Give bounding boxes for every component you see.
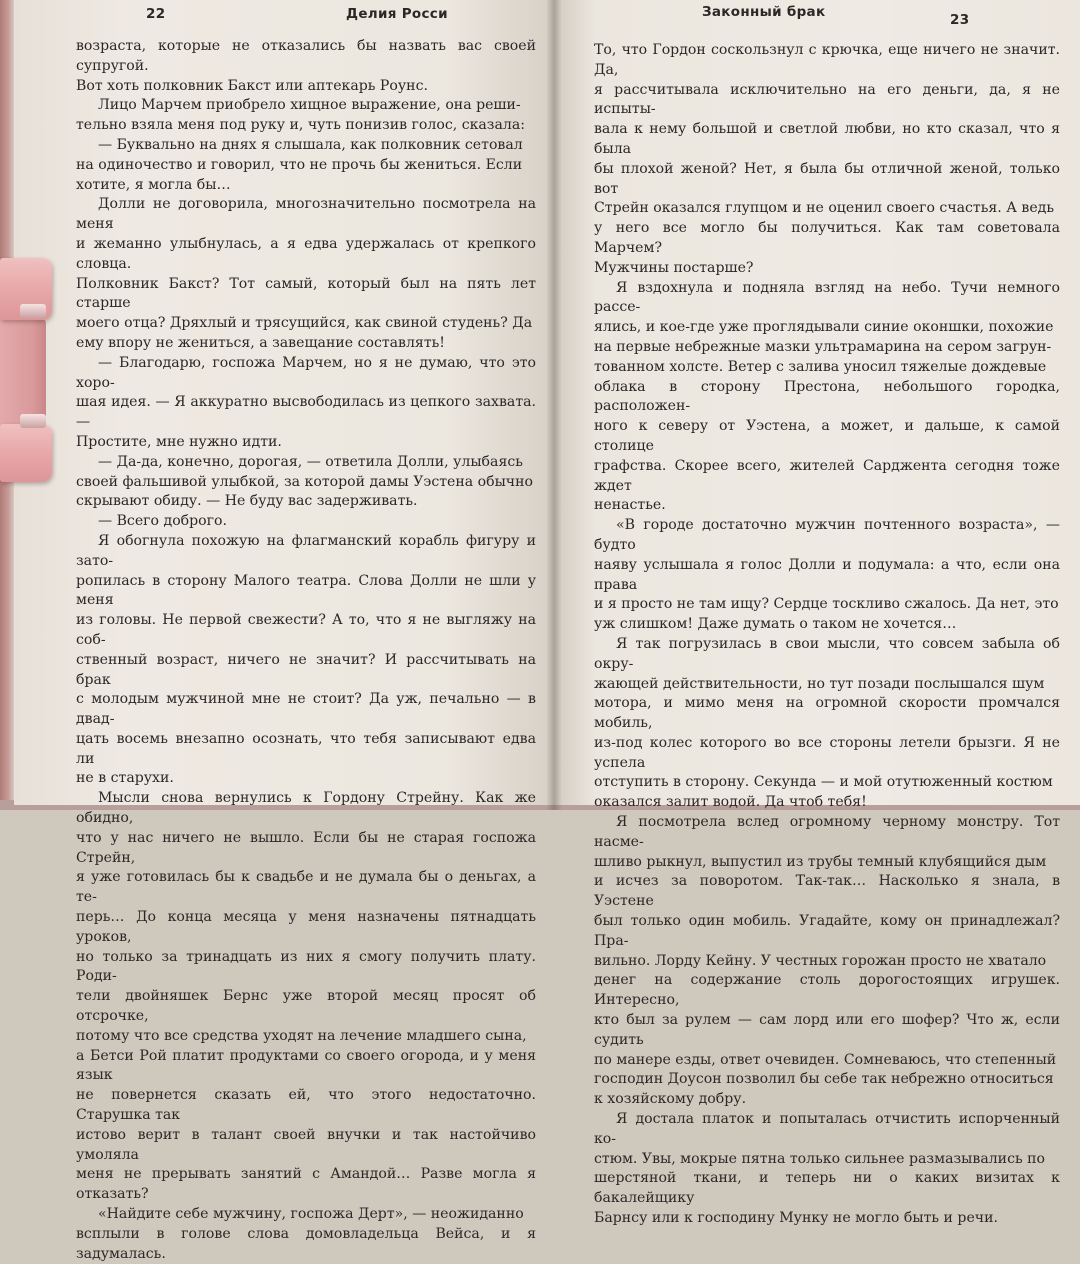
left-paragraph-9: Мысли снова вернулись к Гордону Стрейну. Как же обидно, что у нас ничего не вышло. Если бы не старая госпожа Стрейн, я уже готовилась бы к свадьбе и не думала бы о деньгах, а те- перь… До конца месяца у меня назначены пятнадцать уроков, но только за тринадцать из них я смогу получить плату. Роди- тели двойняшек Бернс уже второй месяц просят об отсрочке, потому что все средства уходят на лечение младшего сына, а Бетси Рой платит продуктами со своего огорода, и у меня язык не повернется сказать ей, что этого недостаточно. Старушка так истово верит в талант своей внучки и так настойчиво умоляла меня не прерывать занятий с Амандой… Разве могла я отказать?: [76, 790, 536, 1203]
right-paragraph-1: То, что Гордон соскользнул с крючка, еще ничего не значит. Да, я рассчитывала исключительно на его деньги, да, я не испыты- вала к нему большой и светлой любви, но кто сказал, что я была бы плохой женой? Нет, я была бы отличной женой, только вот Стрейн оказался глупцом и не оценил своего счастья. А ведь у него все могло бы получиться. Как там советовала Марчем? Мужчины постарше?: [594, 42, 1060, 276]
right-paragraph-3: «В городе достаточно мужчин почтенного возраста», — будто наяву услышала я голос Долли и подумала: а что, если она права и я просто не там ищу? Сердце тоскливо сжалось. Да нет, это уж слишком! Даже думать о таком не хочется…: [594, 517, 1060, 633]
left-paragraph-10: «Найдите себе мужчину, госпожа Дерт», — неожиданно всплыли в голове слова домовладельца Вейса, и я задумалась.: [76, 1206, 536, 1262]
left-running-title: Делия Росси: [346, 6, 448, 22]
right-text-block: [594, 41, 1060, 1229]
left-page-number: 22: [146, 6, 166, 22]
binder-clip-metal-lower: [20, 414, 46, 428]
right-page-number: 23: [950, 12, 970, 28]
left-paragraph-2: Лицо Марчем приобрело хищное выражение, она реши- тельно взяла меня под руку и, чуть понизив голос, сказала:: [76, 97, 526, 134]
binder-clip-lower: [0, 424, 52, 482]
left-page: [14, 0, 554, 1262]
left-paragraph-6: — Да-да, конечно, дорогая, — ответила Долли, улыбаясь своей фальшивой улыбкой, за которой дамы Уэстена обычно скрывают обиду. — Не буду вас задерживать.: [76, 453, 534, 510]
right-paragraph-5: Я посмотрела вслед огромному черному монстру. Тот насме- шливо рыкнул, выпустил из трубы темный клубящийся дым и исчез за поворотом. Так-так… Насколько я знала, в Уэстене был только один мобиль. Угадайте, кому он принадлежал? Пра- вильно. Лорду Кейну. У честных горожан просто не хватало денег на содержание столь дорогостоящих игрушек. Интересно, кто был за рулем — сам лорд или его шофер? Что ж, если судить по манере езды, ответ очевиден. Сомневаюсь, что степенный господин Доусон позволил бы себе так небрежно относиться к хозяйскому добру.: [594, 814, 1060, 1108]
binder-clip-band: [0, 318, 46, 426]
left-paragraph-5: — Благодарю, госпожа Марчем, но я не думаю, что это хоро- шая идея. — Я аккуратно высвободилась из цепкого захвата. — Простите, мне нужно идти.: [76, 354, 536, 450]
left-running-head: [76, 3, 536, 29]
left-paragraph-1: возраста, которые не отказались бы назвать вас своей супругой. Вот хоть полковник Бакст или аптекарь Роунс.: [76, 38, 536, 94]
right-page: [554, 0, 1080, 1227]
left-paragraph-8: Я обогнула похожую на флагманский корабль фигуру и зато- ропилась в сторону Малого театра. Слова Долли не шли у меня из головы. Не первой свежести? А то, что я не выгляжу на соб- ственный возраст, ничего не значит? И рассчитывать на брак с молодым мужчиной мне не стоит? Да уж, печально — в двад- цать восемь внезапно осознать, что тебя записывают едва ли не в старухи.: [76, 532, 536, 787]
left-text-block: [76, 37, 536, 1264]
right-running-head: [594, 3, 1060, 29]
book-gutter: [546, 0, 562, 810]
right-running-title: Законный брак: [702, 4, 826, 20]
right-paragraph-4: Я так погрузилась в свои мысли, что совсем забыла об окру- жающей действительности, но тут позади послышался шум мотора, и мимо меня на огромной скорости промчался мобиль, из-под колес которого во все стороны летели брызги. Я не успела отступить в сторону. Секунда — и мой отутюженный костюм оказался залит водой. Да чтоб тебя!: [594, 635, 1060, 811]
binder-clip-metal-upper: [20, 304, 46, 318]
right-paragraph-2: Я вздохнула и подняла взгляд на небо. Тучи немного рассе- ялись, и кое-где уже проглядывали синие оконшки, похожие на первые небрежные мазки ультрамарина на сером загрун- тованном холсте. Ветер с залива уносил тяжелые дождевые облака в сторону Престона, небольшого городка, расположен- ного к северу от Уэстена, а может, и дальше, к самой столице графства. Скорее всего, жителей Сарджента сегодня тоже ждет ненастье.: [594, 279, 1060, 514]
left-paragraph-3: — Буквально на днях я слышала, как полковник сетовал на одиночество и говорил, что не прочь бы жениться. Если хотите, я могла бы…: [76, 136, 523, 193]
left-paragraph-4: Долли не договорила, многозначительно посмотрела на меня и жеманно улыбнулась, а я едва удержалась от крепкого словца. Полковник Бакст? Тот самый, который был на пять лет старше моего отца? Дряхлый и трясущийся, как свиной студень? Да ему впору не жениться, а завещание составлять!: [76, 196, 536, 351]
right-paragraph-6: Я достала платок и попыталась отчистить испорченный ко- стюм. Увы, мокрые пятна только сильнее размазывались по шерстяной ткани, и теперь ни о каких визитах к бакалейщику Барнсу или к господину Мунку не могло быть и речи.: [594, 1111, 1060, 1227]
left-paragraph-7: — Всего доброго.: [98, 513, 228, 530]
